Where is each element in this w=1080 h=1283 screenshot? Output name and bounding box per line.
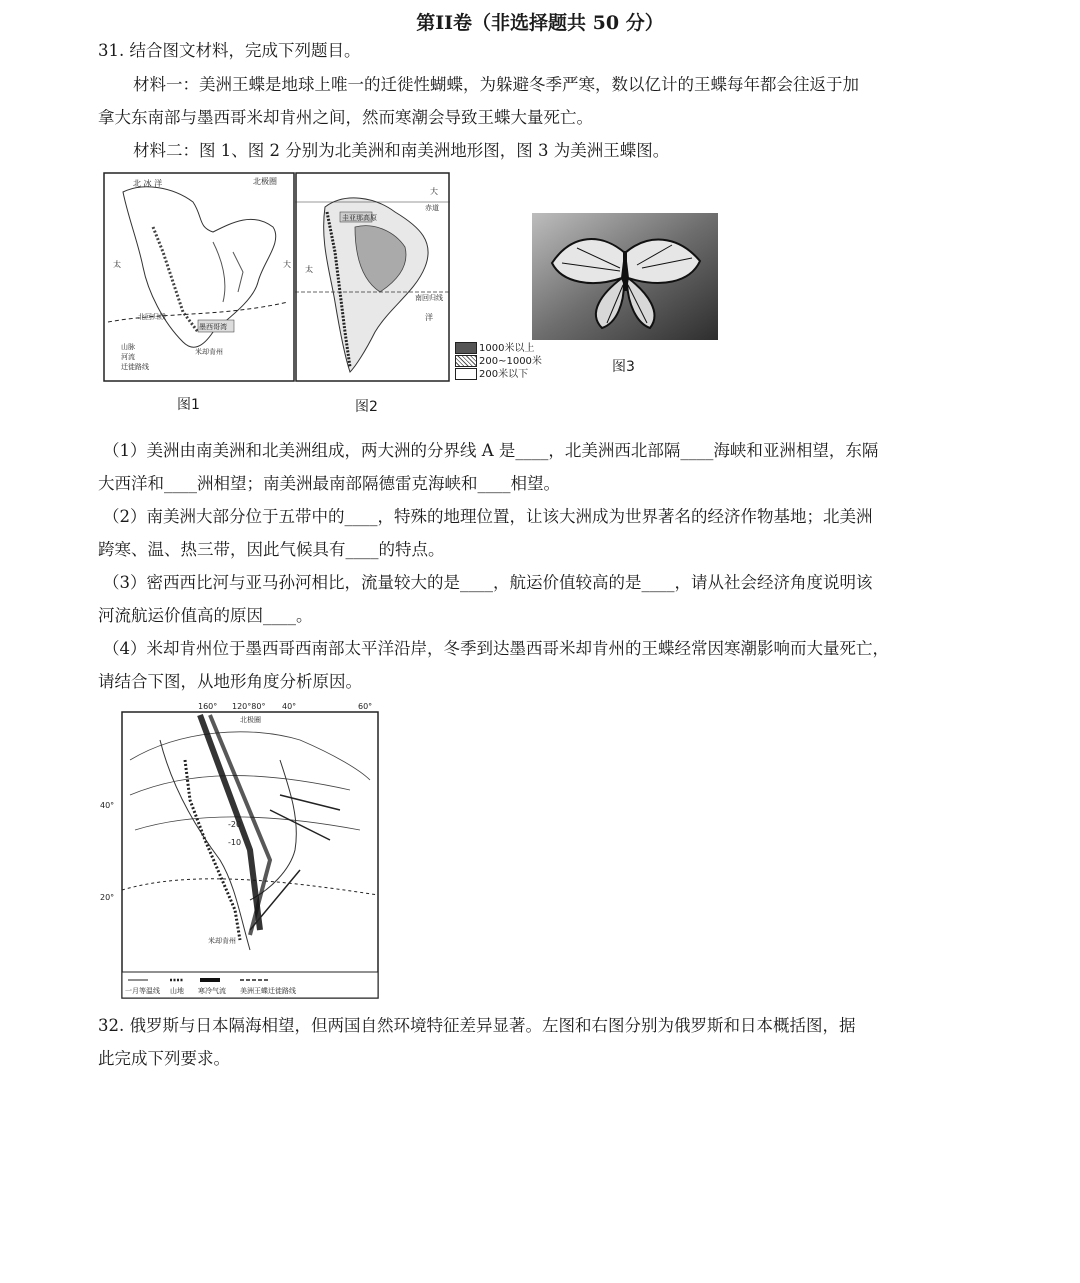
fig4-lon-160: 160° (198, 702, 218, 711)
figure3-butterfly-photo (532, 213, 718, 340)
q31-part3-line1: （3）密西西比河与亚马孙河相比，流量较大的是____，航运价值较高的是____，请从社会经济角度说明该 (103, 573, 873, 592)
figure3-caption: 图3 (612, 359, 635, 375)
legend-label-high: 1000米以上 (479, 343, 535, 354)
legend-low (455, 365, 528, 380)
figure4-migration-map (100, 700, 382, 1002)
figure2-caption: 图2 (355, 399, 378, 415)
fig4-lon-120-80: 120°80° (232, 702, 266, 711)
legend-swatch-low (455, 368, 477, 380)
q31-part2-line2: 跨寒、温、热三带，因此气候具有____的特点。 (98, 540, 445, 559)
q31-part1-line1: （1）美洲由南美洲和北美洲组成，两大洲的分界线 A 是____，北美洲西北部隔____海峡和亚洲相望，东隔 (103, 441, 879, 460)
fig1-label-michoacan: 米却肯州 (195, 348, 223, 356)
fig1-key1: 山脉 (121, 343, 135, 351)
fig1-key3: 迁徙路线 (121, 363, 149, 371)
q31-part2-line1: （2）南美洲大部分位于五带中的____，特殊的地理位置，让该大洲成为世界著名的经济作物基地；北美洲 (103, 507, 873, 526)
fig1-label-arctic: 北极圈 (253, 177, 277, 186)
fig1-key2: 河流 (121, 353, 135, 361)
fig1-label-atlantic: 大 (283, 260, 291, 269)
fig1-label-tropic: 北回归线 (138, 313, 166, 321)
fig4-key3: 寒冷气流 (198, 987, 226, 995)
q31-part1-line2: 大西洋和____洲相望；南美洲最南部隔德雷克海峡和____相望。 (98, 474, 560, 493)
fig4-isotherm-minus20: -20 (228, 820, 242, 829)
fig1-label-gulf: 墨西哥湾 (199, 323, 227, 331)
fig2-label-plateau: 圭亚那高原 (342, 214, 377, 222)
figure1-caption: 图1 (177, 397, 200, 413)
q31-stem: 31. 结合图文材料，完成下列题目。 (98, 41, 361, 60)
fig4-lat-40: 40° (100, 801, 115, 810)
fig4-lon-60: 60° (358, 702, 373, 711)
fig4-lat-20: 20° (100, 893, 115, 902)
fig2-label-tropic: 南回归线 (415, 294, 443, 302)
fig4-key1: 一月等温线 (125, 987, 160, 995)
q32-line1: 32. 俄罗斯与日本隔海相望，但两国自然环境特征差异显著。左图和右图分别为俄罗斯和日本概括图，据 (98, 1016, 856, 1035)
figure2-south-america-map (295, 172, 450, 382)
fig2-label-equator: 赤道 (425, 204, 439, 212)
fig1-label-north-sea: 北 冰 洋 (133, 179, 163, 188)
q31-material1-line1: 材料一：美洲王蝶是地球上唯一的迁徙性蝴蝶，为躲避冬季严寒，数以亿计的王蝶每年都会往返于加 (133, 75, 859, 94)
q31-part4-line1: （4）米却肯州位于墨西哥西南部太平洋沿岸，冬季到达墨西哥米却肯州的王蝶经常因寒潮影响而大量死亡， (103, 639, 889, 658)
q32-line2: 此完成下列要求。 (98, 1049, 230, 1068)
figure1-north-america-map (103, 172, 295, 382)
fig2-label-atlantic: 大 (430, 187, 438, 196)
q31-material1-line2: 拿大东南部与墨西哥米却肯州之间，然而寒潮会导致王蝶大量死亡。 (98, 108, 593, 127)
fig2-label-ocean: 洋 (425, 313, 433, 322)
fig1-label-pacific: 太 (113, 260, 121, 269)
q31-part3-line2: 河流航运价值高的原因____。 (98, 606, 313, 625)
legend-label-low: 200米以下 (479, 369, 529, 380)
section-title: 第II卷（非选择题共 50 分） (416, 12, 664, 34)
fig4-label-michoacan: 米却肯州 (208, 937, 236, 945)
fig2-label-pacific: 太 (305, 265, 313, 274)
q31-material2: 材料二：图 1、图 2 分别为北美洲和南美洲地形图，图 3 为美洲王蝶图。 (133, 141, 670, 160)
fig4-lon-40: 40° (282, 702, 297, 711)
legend-label-mid: 200~1000米 (479, 356, 542, 367)
fig4-isotherm-minus10: -10 (228, 838, 242, 847)
fig4-key4: 美洲王蝶迁徙路线 (240, 987, 296, 995)
q31-part4-line2: 请结合下图，从地形角度分析原因。 (98, 672, 362, 691)
fig4-key2: 山地 (170, 987, 184, 995)
fig4-label-arctic: 北极圈 (240, 716, 261, 724)
